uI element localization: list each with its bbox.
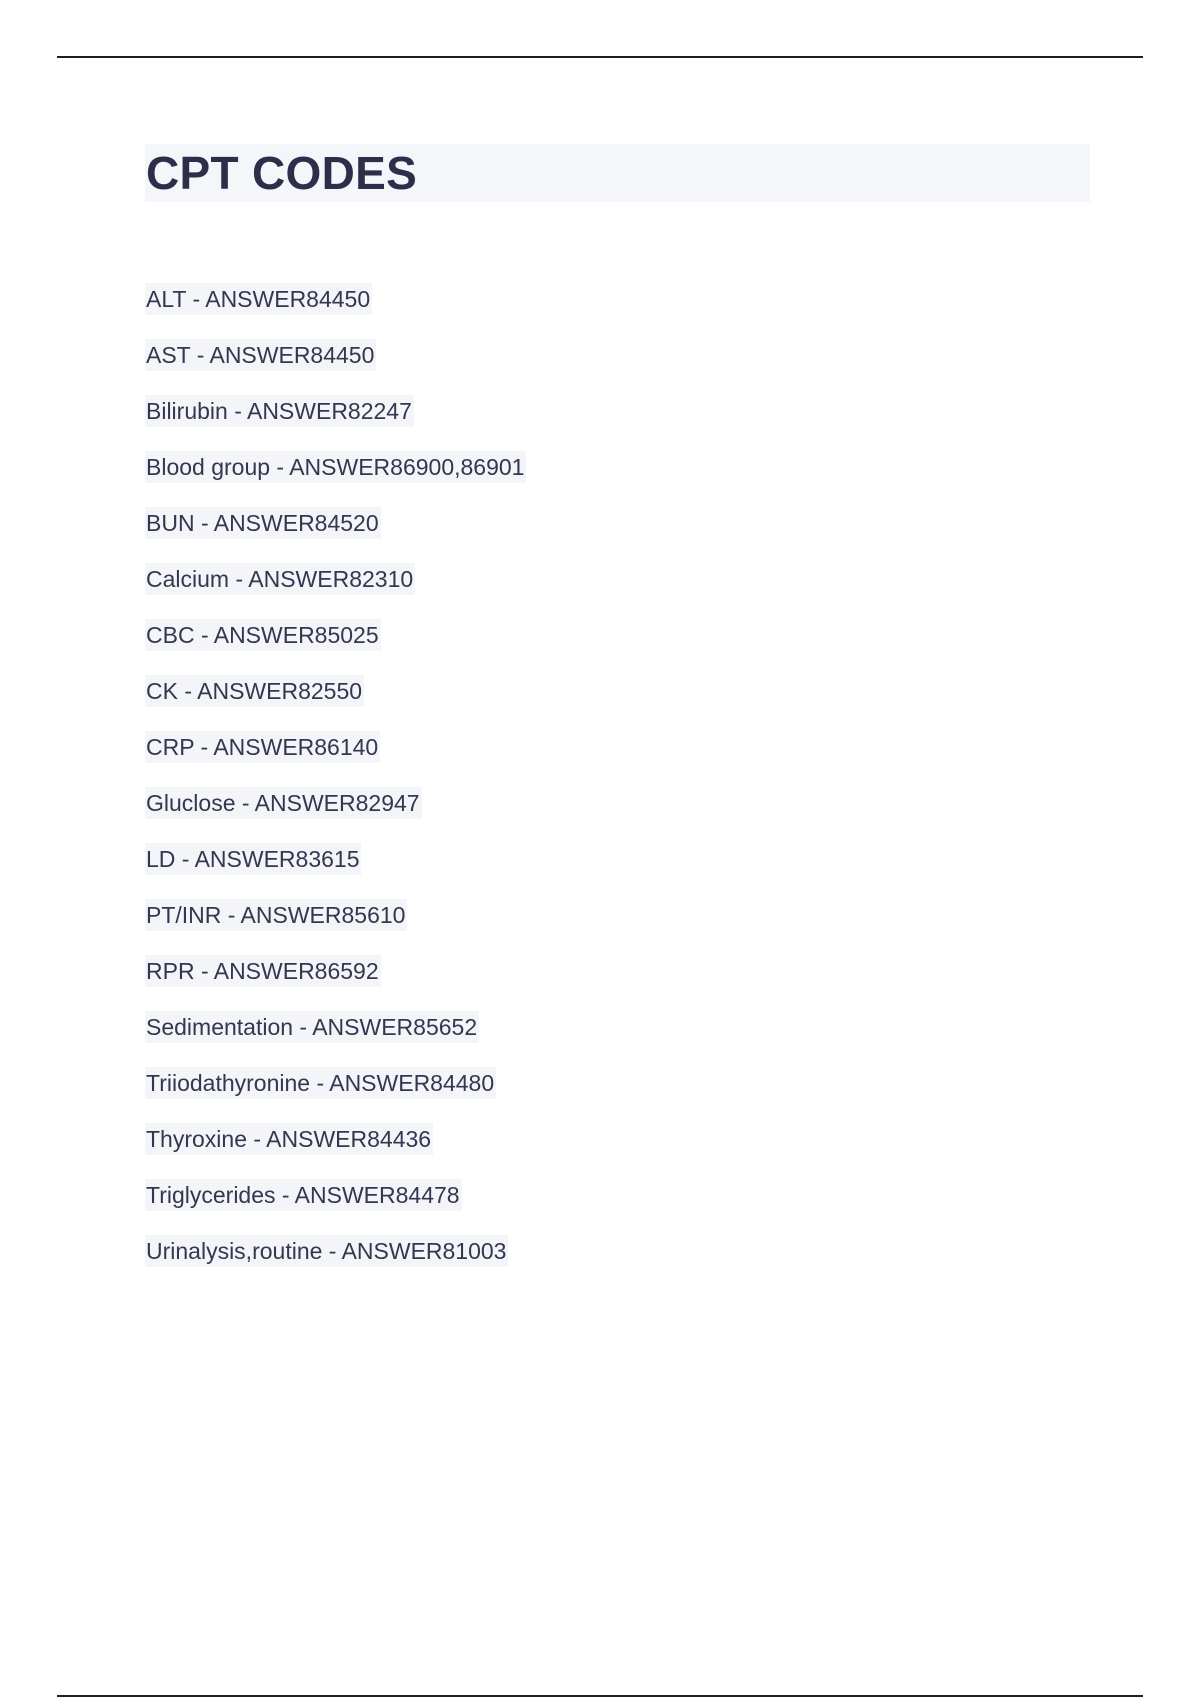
list-item-text: CRP - ANSWER86140 xyxy=(145,731,380,763)
list-item xyxy=(145,1179,526,1235)
list-item xyxy=(145,899,526,955)
list-item-text: AST - ANSWER84450 xyxy=(145,339,376,371)
list-item xyxy=(145,731,526,787)
list-item-text: Bilirubin - ANSWER82247 xyxy=(145,395,414,427)
list-item xyxy=(145,507,526,563)
list-item-text: CK - ANSWER82550 xyxy=(145,675,364,707)
list-item xyxy=(145,1011,526,1067)
list-item xyxy=(145,283,526,339)
list-item-text: BUN - ANSWER84520 xyxy=(145,507,381,539)
list-item-text: Triiodathyronine - ANSWER84480 xyxy=(145,1067,496,1099)
list-item xyxy=(145,675,526,731)
code-list xyxy=(145,283,526,1291)
list-item xyxy=(145,1067,526,1123)
list-item xyxy=(145,787,526,843)
list-item-text: Sedimentation - ANSWER85652 xyxy=(145,1011,479,1043)
list-item-text: CBC - ANSWER85025 xyxy=(145,619,381,651)
list-item xyxy=(145,1123,526,1179)
footer-rule xyxy=(57,1695,1143,1697)
list-item-text: LD - ANSWER83615 xyxy=(145,843,361,875)
list-item-text: PT/INR - ANSWER85610 xyxy=(145,899,407,931)
list-item-text: Gluclose - ANSWER82947 xyxy=(145,787,422,819)
list-item xyxy=(145,563,526,619)
page-title: CPT CODES xyxy=(146,147,418,199)
header-rule xyxy=(57,56,1143,58)
list-item-text: ALT - ANSWER84450 xyxy=(145,283,372,315)
list-item xyxy=(145,843,526,899)
list-item-text: Thyroxine - ANSWER84436 xyxy=(145,1123,433,1155)
list-item xyxy=(145,395,526,451)
list-item xyxy=(145,451,526,507)
list-item-text: Calcium - ANSWER82310 xyxy=(145,563,415,595)
list-item xyxy=(145,955,526,1011)
list-item-text: Blood group - ANSWER86900,86901 xyxy=(145,451,526,483)
list-item xyxy=(145,339,526,395)
list-item-text: Urinalysis,routine - ANSWER81003 xyxy=(145,1235,508,1267)
list-item-text: RPR - ANSWER86592 xyxy=(145,955,381,987)
list-item xyxy=(145,619,526,675)
list-item-text: Triglycerides - ANSWER84478 xyxy=(145,1179,462,1211)
list-item xyxy=(145,1235,526,1291)
